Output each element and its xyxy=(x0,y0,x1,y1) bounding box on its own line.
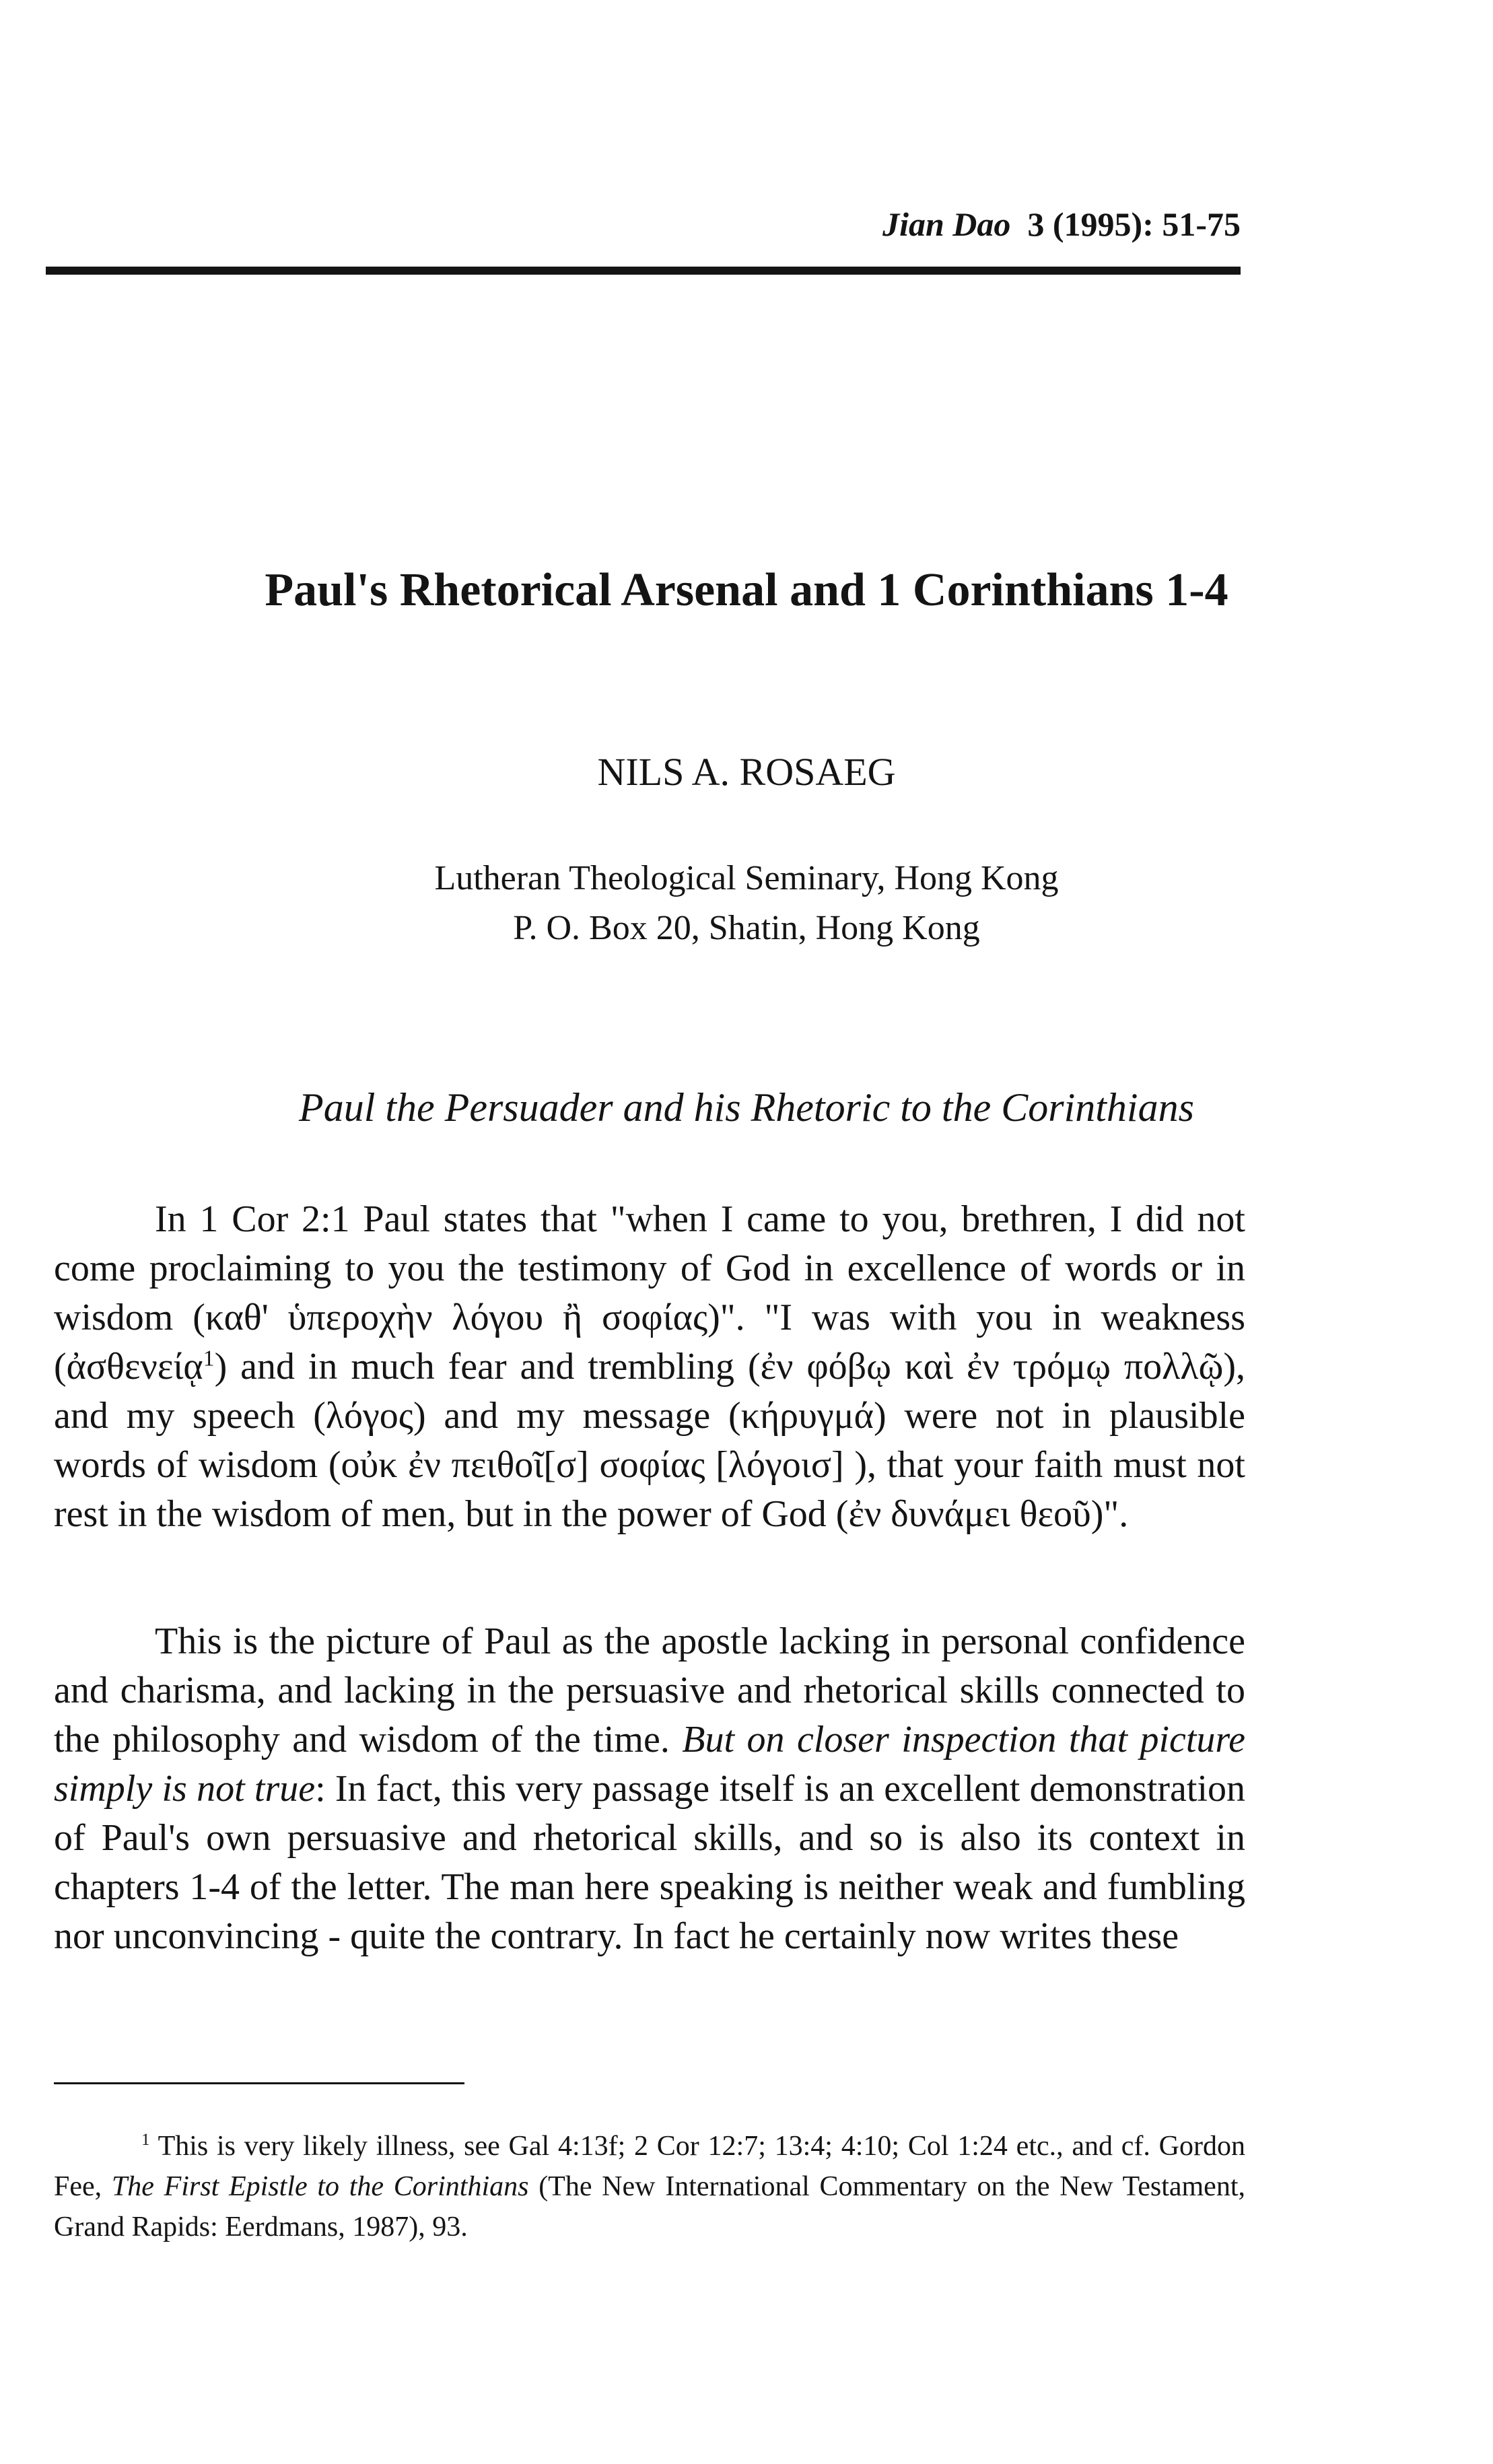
journal-name: Jian Dao xyxy=(882,205,1011,243)
affiliation-line-2: P. O. Box 20, Shatin, Hong Kong xyxy=(513,909,980,947)
paragraph-2-emphasis: But on closer inspection that picture simply is not true xyxy=(54,1719,1245,1810)
journal-citation: 3 (1995): 51-75 xyxy=(1027,205,1241,243)
section-heading: Paul the Persuader and his Rhetoric to the Corinthians xyxy=(299,1085,1194,1130)
header-rule xyxy=(46,267,1241,275)
footnote-text-b: (The New International Commentary on the New Testament, Grand Rapids: Eerdmans, 1987), 93. xyxy=(54,2171,1245,2243)
footnote xyxy=(54,2126,1245,2247)
paragraph-2-text-b: : In fact, this very passage itself is an excellent demonstration of Paul's own persuasive and rhetorical skills, and so is also its context in chapters 1-4 of the letter. The man here speaking is neither weak and fumbling nor unconvincing - quite the contrary. In fact he certainly now writes these xyxy=(54,1768,1245,1957)
paragraph-1-text-a: In 1 Cor 2:1 Paul states that "when I came to you, brethren, I did not come proclaiming to you the testimony of God in excellence of words or in wisdom (καθ' ὑπεροχὴν λόγου ἢ σοφίας)". "I was with you in weakness (ἀσθενείᾳ xyxy=(54,1198,1245,1388)
footnote-rule xyxy=(54,2082,464,2084)
footnote-text-a: This is very likely illness, see Gal 4:13f; 2 Cor 12:7; 13:4; 4:10; Col 1:24 etc., and cf. Gordon Fee, xyxy=(54,2131,1245,2202)
footnote-number: 1 xyxy=(141,2131,150,2149)
affiliation-line-1: Lutheran Theological Seminary, Hong Kong xyxy=(434,859,1059,897)
paragraph-2 xyxy=(54,1617,1245,1961)
author-name: NILS A. ROSAEG xyxy=(597,750,896,794)
running-header xyxy=(882,207,1241,241)
paragraph-2-text-a: This is the picture of Paul as the apostle lacking in personal confidence and charisma, and lacking in the persuasive and rhetorical skills connected to the philosophy and wisdom of the time. xyxy=(54,1620,1245,1760)
footnote-reference: 1 xyxy=(203,1346,215,1371)
author-affiliation xyxy=(0,854,1493,953)
paragraph-1-text-b: ) and in much fear and trembling (ἐν φόβῳ καὶ ἐν τρόμῳ πολλῷ), and my speech (λόγος) and my message (κήρυγμά) were not in plausible words of wisdom (οὐκ ἐν πειθοῖ[σ] σοφίας [λόγοισ] ), that your faith must not rest in the wisdom of men, but in the power of God (ἐν δυνάμει θεοῦ)". xyxy=(54,1346,1245,1535)
paragraph-1 xyxy=(54,1195,1245,1539)
footnote-book-title: The First Epistle to the Corinthians xyxy=(111,2171,529,2202)
article-title: Paul's Rhetorical Arsenal and 1 Corinthians 1-4 xyxy=(265,564,1228,616)
